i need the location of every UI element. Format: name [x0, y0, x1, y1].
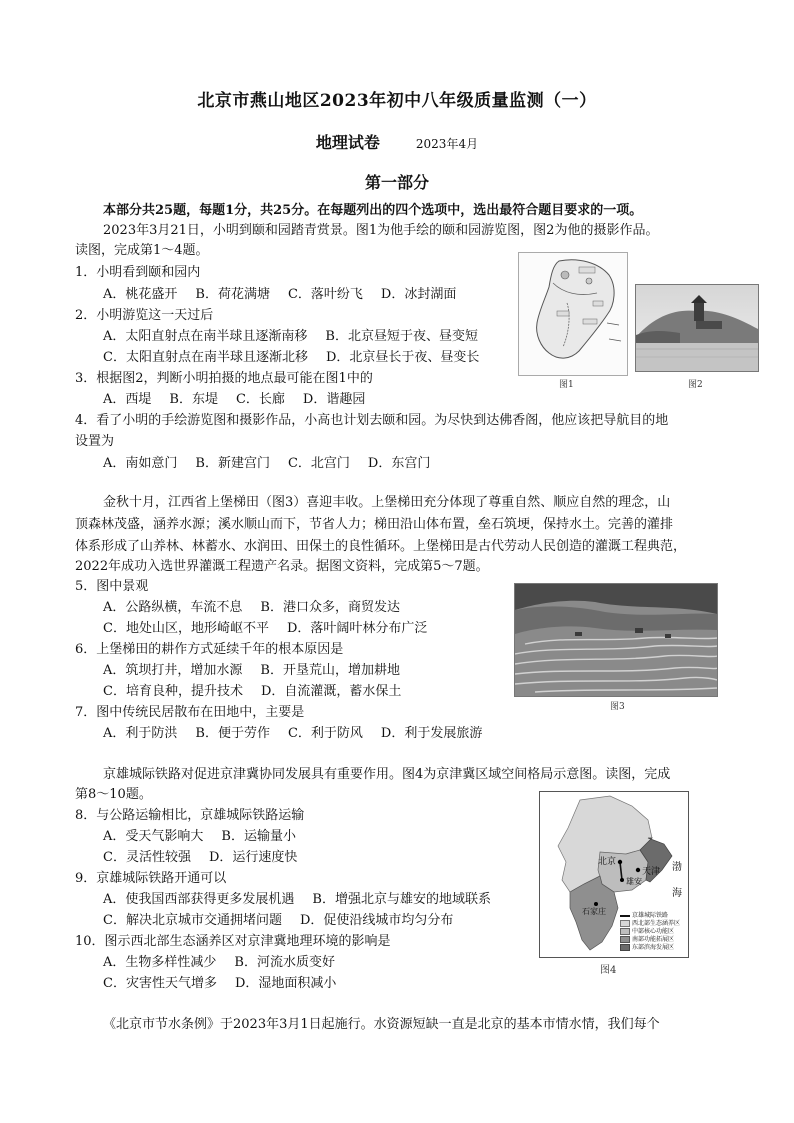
- question-8-stem: 8．与公路运输相比，京雄城际铁路运输: [75, 808, 305, 823]
- question-9-stem: 9．京雄城际铁路开通可以: [75, 871, 227, 886]
- option-a[interactable]: A．利于防洪: [103, 726, 178, 741]
- label-tianjin: 天津: [642, 867, 661, 877]
- figure-3-caption: 图3: [610, 702, 625, 712]
- question-6-options-row-1: [103, 662, 418, 680]
- label-hai: 海: [672, 888, 682, 899]
- option-d[interactable]: D．促使沿线城市均匀分布: [299, 913, 454, 928]
- option-a[interactable]: A．生物多样性减少: [103, 955, 217, 970]
- option-d[interactable]: D．湿地面积减小: [234, 976, 337, 991]
- question-6-stem: 6．上堡梯田的耕作方式延续千年的根本原因是: [75, 642, 344, 657]
- option-b[interactable]: B．开垦荒山，增加耕地: [260, 663, 400, 678]
- figure-1-park-map: [518, 252, 628, 376]
- passage-3-line-1: 京雄城际铁路对促进京津冀协同发展具有重要作用。图4为京津冀区域空间格局示意图。读图，完成: [103, 767, 671, 782]
- option-b[interactable]: B．荷花满塘: [195, 287, 270, 302]
- question-2-stem: 2．小明游览这一天过后: [75, 308, 214, 323]
- question-10-options-row-2: [103, 975, 354, 993]
- option-d[interactable]: D．谐趣园: [302, 392, 366, 407]
- option-d[interactable]: D．自流灌溉，蓄水保土: [260, 684, 402, 699]
- legend-item: 京雄城际铁路: [620, 912, 686, 920]
- terraced-fields-icon: [515, 584, 717, 696]
- option-b[interactable]: B．东堤: [169, 392, 218, 407]
- option-d[interactable]: D．东宫门: [367, 456, 431, 471]
- option-d[interactable]: D．落叶阔叶林分布广泛: [286, 621, 428, 636]
- question-10-options-row-1: [103, 954, 353, 972]
- figure-2-photo: [635, 284, 759, 372]
- option-c[interactable]: C．解决北京城市交通拥堵问题: [103, 913, 282, 928]
- passage-2-line-2: 顶森林茂盛，涵养水源；溪水顺山而下，节省人力；梯田沿山体布置，垒石筑埂，保持水土。完善的灌排: [75, 517, 674, 532]
- photo-summer-palace-icon: [636, 285, 758, 371]
- question-8-options-row-2: [103, 849, 315, 867]
- legend-item: 西北部生态涵养区: [620, 920, 686, 928]
- question-5-options-row-2: [103, 620, 445, 638]
- question-2-options-row-2: [103, 349, 497, 367]
- park-map-icon: [519, 253, 627, 375]
- label-bo: 渤: [672, 862, 682, 873]
- question-2-options-row-1: [103, 328, 496, 346]
- question-1-stem: 1．小明看到颐和园内: [75, 265, 201, 280]
- figure-4-region-map: [539, 791, 689, 958]
- option-c[interactable]: C．太阳直射点在南半球且逐渐北移: [103, 350, 308, 365]
- option-d[interactable]: D．运行速度快: [208, 850, 298, 865]
- option-d[interactable]: D．利于发展旅游: [380, 726, 483, 741]
- question-4-stem-line-2: 设置为: [75, 434, 115, 449]
- option-d[interactable]: D．北京昼长于夜、昼变长: [325, 350, 480, 365]
- passage-2-line-1: 金秋十月，江西省上堡梯田（图3）喜迎丰收。上堡梯田充分体现了尊重自然、顺应自然的理念，山: [103, 495, 671, 510]
- question-4-stem-line-1: 4．看了小明的手绘游览图和摄影作品，小高也计划去颐和园。为尽快到达佛香阁，他应该把导航目的地: [75, 413, 669, 428]
- option-b[interactable]: B．运输量小: [221, 829, 296, 844]
- passage-1-line-1: 2023年3月21日，小明到颐和园踏青赏景。图1为他手绘的颐和园游览图，图2为他的摄影作品。: [103, 223, 659, 238]
- exam-subtitle: [0, 130, 794, 153]
- option-a[interactable]: A．使我国西部获得更多发展机遇: [103, 892, 295, 907]
- figure-2-caption: 图2: [688, 380, 703, 390]
- option-c[interactable]: C．北宫门: [287, 456, 350, 471]
- option-d[interactable]: D．冰封湖面: [380, 287, 457, 302]
- question-5-options-row-1: [103, 599, 418, 617]
- option-c[interactable]: C．地处山区，地形崎岖不平: [103, 621, 269, 636]
- option-a[interactable]: A．桃花盛开: [103, 287, 178, 302]
- question-1-options: [103, 286, 474, 304]
- legend-item: 南部功能拓展区: [620, 936, 686, 944]
- option-c[interactable]: C．长廊: [235, 392, 285, 407]
- passage-4-line-1: 《北京市节水条例》于2023年3月1日起施行。水资源短缺一直是北京的基本市情水情，我们每个: [103, 1017, 660, 1032]
- option-b[interactable]: B．北京昼短于夜、昼变短: [325, 329, 478, 344]
- exam-date: 2023年4月: [415, 137, 479, 151]
- question-7-stem: 7．图中传统民居散布在田地中，主要是: [75, 705, 305, 720]
- figure-1-caption: 图1: [559, 380, 574, 390]
- question-9-options-row-2: [103, 912, 471, 930]
- option-a[interactable]: A．公路纵横，车流不息: [103, 600, 243, 615]
- figure-4-caption: 图4: [600, 965, 617, 976]
- option-c[interactable]: C．灾害性天气增多: [103, 976, 217, 991]
- question-5-stem: 5．图中景观: [75, 579, 149, 594]
- question-8-options-row-1: [103, 828, 314, 846]
- option-c[interactable]: C．灵活性较强: [103, 850, 191, 865]
- option-b[interactable]: B．河流水质变好: [234, 955, 335, 970]
- question-10-stem: 10．图示西北部生态涵养区对京津冀地理环境的影响是: [75, 934, 391, 949]
- option-c[interactable]: C．落叶纷飞: [287, 287, 363, 302]
- question-4-options: [103, 455, 448, 473]
- question-3-options: [103, 391, 383, 409]
- option-a[interactable]: A．南如意门: [103, 456, 178, 471]
- option-c[interactable]: C．利于防风: [287, 726, 363, 741]
- label-shijiazhuang: 石家庄: [582, 907, 606, 916]
- option-b[interactable]: B．港口众多，商贸发达: [260, 600, 400, 615]
- exam-title: 北京市燕山地区2023年初中八年级质量监测（一）: [197, 91, 597, 111]
- option-b[interactable]: B．便于劳作: [195, 726, 270, 741]
- option-b[interactable]: B．增强北京与雄安的地域联系: [312, 892, 491, 907]
- option-b[interactable]: B．新建宫门: [195, 456, 270, 471]
- option-c[interactable]: C．培育良种，提升技术: [103, 684, 243, 699]
- subject-label: 地理试卷: [315, 133, 380, 152]
- question-7-options: [103, 725, 500, 743]
- question-6-options-row-2: [103, 683, 419, 701]
- passage-2-line-4: 2022年成功入选世界灌溉工程遗产名录。据图文资料，完成第5～7题。: [75, 559, 489, 574]
- question-9-options-row-1: [103, 891, 509, 909]
- option-a[interactable]: A．受天气影响大: [103, 829, 204, 844]
- passage-3-line-2: 第8～10题。: [75, 787, 152, 802]
- part-heading: 第一部分: [364, 173, 429, 192]
- question-3-stem: 3．根据图2，判断小明拍摄的地点最可能在图1中的: [75, 371, 373, 386]
- map-legend: [620, 912, 686, 952]
- passage-1-line-2: 读图，完成第1～4题。: [75, 243, 209, 258]
- option-a[interactable]: A．西堤: [103, 392, 152, 407]
- passage-2-line-3: 体系形成了山养林、林蓄水、水润田、田保土的良性循环。上堡梯田是古代劳动人民创造的灌溉工程典范，: [75, 539, 687, 554]
- option-a[interactable]: A．筑坝打井，增加水源: [103, 663, 243, 678]
- figure-3-terraces-photo: [514, 583, 718, 697]
- legend-item: 东部滨海发展区: [620, 944, 686, 952]
- label-xiongan: 雄安: [626, 877, 642, 886]
- section-instructions: 本部分共25题，每题1分，共25分。在每题列出的四个选项中，选出最符合题目要求的一项。: [103, 203, 643, 218]
- label-beijing: 北京: [598, 857, 617, 867]
- legend-item: 中部核心功能区: [620, 928, 686, 936]
- option-a[interactable]: A．太阳直射点在南半球且逐渐南移: [103, 329, 308, 344]
